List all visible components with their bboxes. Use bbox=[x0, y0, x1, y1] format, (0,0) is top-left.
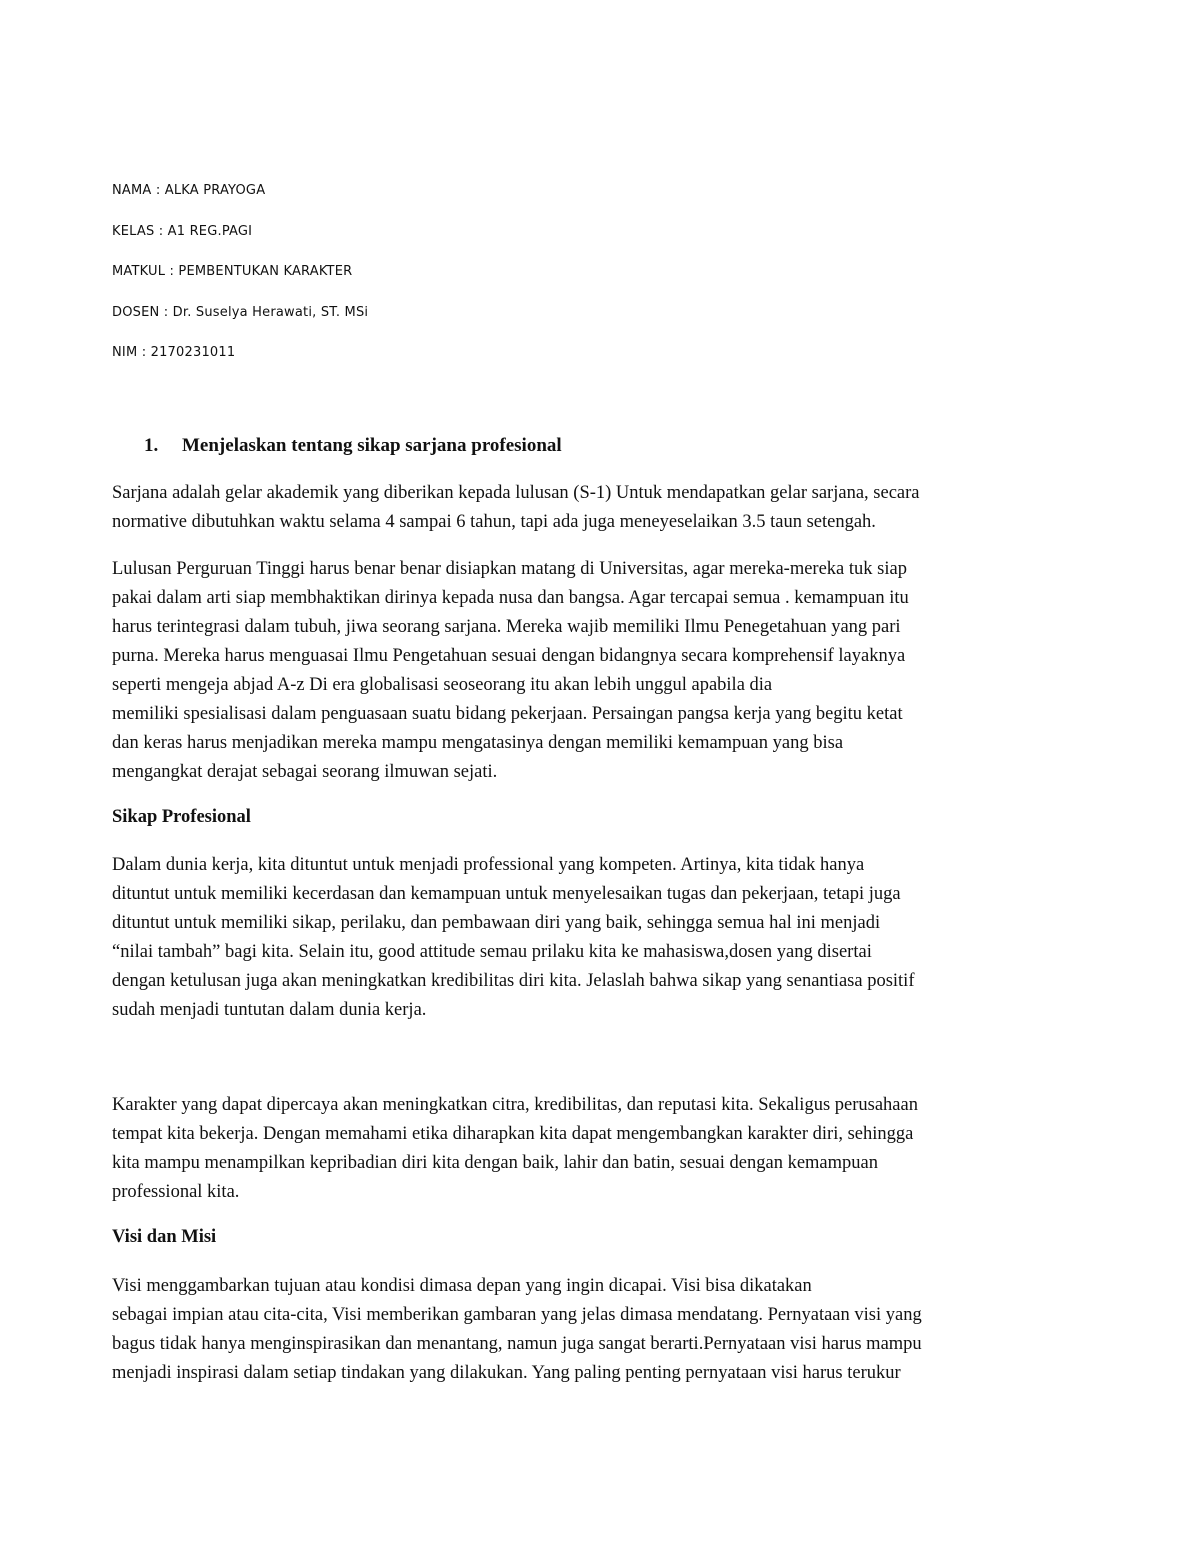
paragraph-line: menjadi inspirasi dalam setiap tindakan yang dilakukan. Yang paling penting pernyataan visi harus terukur bbox=[112, 1363, 901, 1383]
paragraph-line: tempat kita bekerja. Dengan memahami etika diharapkan kita dapat mengembangkan karakter diri, sehingga bbox=[112, 1124, 914, 1144]
paragraph-line: pakai dalam arti siap membhaktikan dirinya kepada nusa dan bangsa. Agar tercapai semua . kemampuan itu bbox=[112, 588, 909, 608]
paragraph-lulusan bbox=[112, 555, 1067, 787]
section-1-title: Menjelaskan tentang sikap sarjana profesional bbox=[182, 435, 562, 456]
student-name: NAMA : ALKA PRAYOGA bbox=[112, 183, 266, 198]
paragraph-line: normative dibutuhkan waktu selama 4 sampai 6 tahun, tapi ada juga meneyeselaikan 3.5 taun setengah. bbox=[112, 512, 876, 532]
paragraph-line: kita mampu menampilkan kepribadian diri kita dengan baik, lahir dan batin, sesuai dengan kemampuan bbox=[112, 1153, 878, 1173]
section-1-number: 1. bbox=[144, 435, 159, 456]
student-info-header bbox=[112, 181, 812, 384]
heading-sikap-profesional: Sikap Profesional bbox=[112, 807, 251, 827]
paragraph-line: memiliki spesialisasi dalam penguasaan suatu bidang pekerjaan. Persaingan pangsa kerja yang begitu ketat bbox=[112, 704, 903, 724]
paragraph-line: “nilai tambah” bagi kita. Selain itu, good attitude semau prilaku kita ke mahasiswa,dosen yang disertai bbox=[112, 942, 872, 962]
paragraph-line: dituntut untuk memiliki sikap, perilaku, dan pembawaan diri yang baik, sehingga semua hal ini menjadi bbox=[112, 913, 881, 933]
paragraph-sarjana-definition bbox=[112, 479, 1067, 537]
lecturer-name: DOSEN : Dr. Suselya Herawati, ST. MSi bbox=[112, 304, 369, 320]
heading-visi-misi: Visi dan Misi bbox=[112, 1227, 217, 1247]
paragraph-line: bagus tidak hanya menginspirasikan dan menantang, namun juga sangat berarti.Pernyataan visi harus mampu bbox=[112, 1334, 922, 1354]
paragraph-line: purna. Mereka harus menguasai Ilmu Pengetahuan sesuai dengan bidangnya secara komprehensif layaknya bbox=[112, 646, 906, 666]
paragraph-line: Sarjana adalah gelar akademik yang diberikan kepada lulusan (S-1) Untuk mendapatkan gelar sarjana, secara bbox=[112, 483, 920, 503]
paragraph-line: sudah menjadi tuntutan dalam dunia kerja. bbox=[112, 1000, 427, 1020]
paragraph-line: dituntut untuk memiliki kecerdasan dan kemampuan untuk menyelesaikan tugas dan pekerjaan, tetapi juga bbox=[112, 884, 901, 904]
paragraph-line: Visi menggambarkan tujuan atau kondisi dimasa depan yang ingin dicapai. Visi bisa dikatakan bbox=[112, 1276, 812, 1296]
course-name: MATKUL : PEMBENTUKAN KARAKTER bbox=[112, 264, 353, 279]
paragraph-line: Lulusan Perguruan Tinggi harus benar benar disiapkan matang di Universitas, agar mereka-mereka tuk siap bbox=[112, 559, 907, 579]
paragraph-karakter bbox=[112, 1091, 1067, 1207]
paragraph-line: professional kita. bbox=[112, 1182, 240, 1202]
paragraph-line: seperti mengeja abjad A-z Di era globalisasi seoseorang itu akan lebih unggul apabila dia bbox=[112, 675, 773, 695]
paragraph-line: dengan ketulusan juga akan meningkatkan kredibilitas diri kita. Jelaslah bahwa sikap yang senantiasa positif bbox=[112, 971, 915, 991]
paragraph-line: dan keras harus menjadikan mereka mampu mengatasinya dengan memiliki kemampuan yang bisa bbox=[112, 733, 844, 753]
section-1-heading bbox=[144, 431, 562, 460]
student-class: KELAS : A1 REG.PAGI bbox=[112, 223, 253, 239]
paragraph-line: sebagai impian atau cita-cita, Visi memberikan gambaran yang jelas dimasa mendatang. Pernyataan visi yang bbox=[112, 1305, 922, 1325]
paragraph-line: mengangkat derajat sebagai seorang ilmuwan sejati. bbox=[112, 762, 498, 782]
paragraph-visi bbox=[112, 1272, 1067, 1388]
student-id: NIM : 2170231011 bbox=[112, 345, 236, 360]
paragraph-dunia-kerja bbox=[112, 851, 1067, 1025]
paragraph-line: harus terintegrasi dalam tubuh, jiwa seorang sarjana. Mereka wajib memiliki Ilmu Penegetahuan yang pari bbox=[112, 617, 901, 637]
paragraph-line: Karakter yang dapat dipercaya akan meningkatkan citra, kredibilitas, dan reputasi kita. Sekaligus perusahaan bbox=[112, 1095, 918, 1115]
paragraph-line: Dalam dunia kerja, kita dituntut untuk menjadi professional yang kompeten. Artinya, kita tidak hanya bbox=[112, 855, 865, 875]
